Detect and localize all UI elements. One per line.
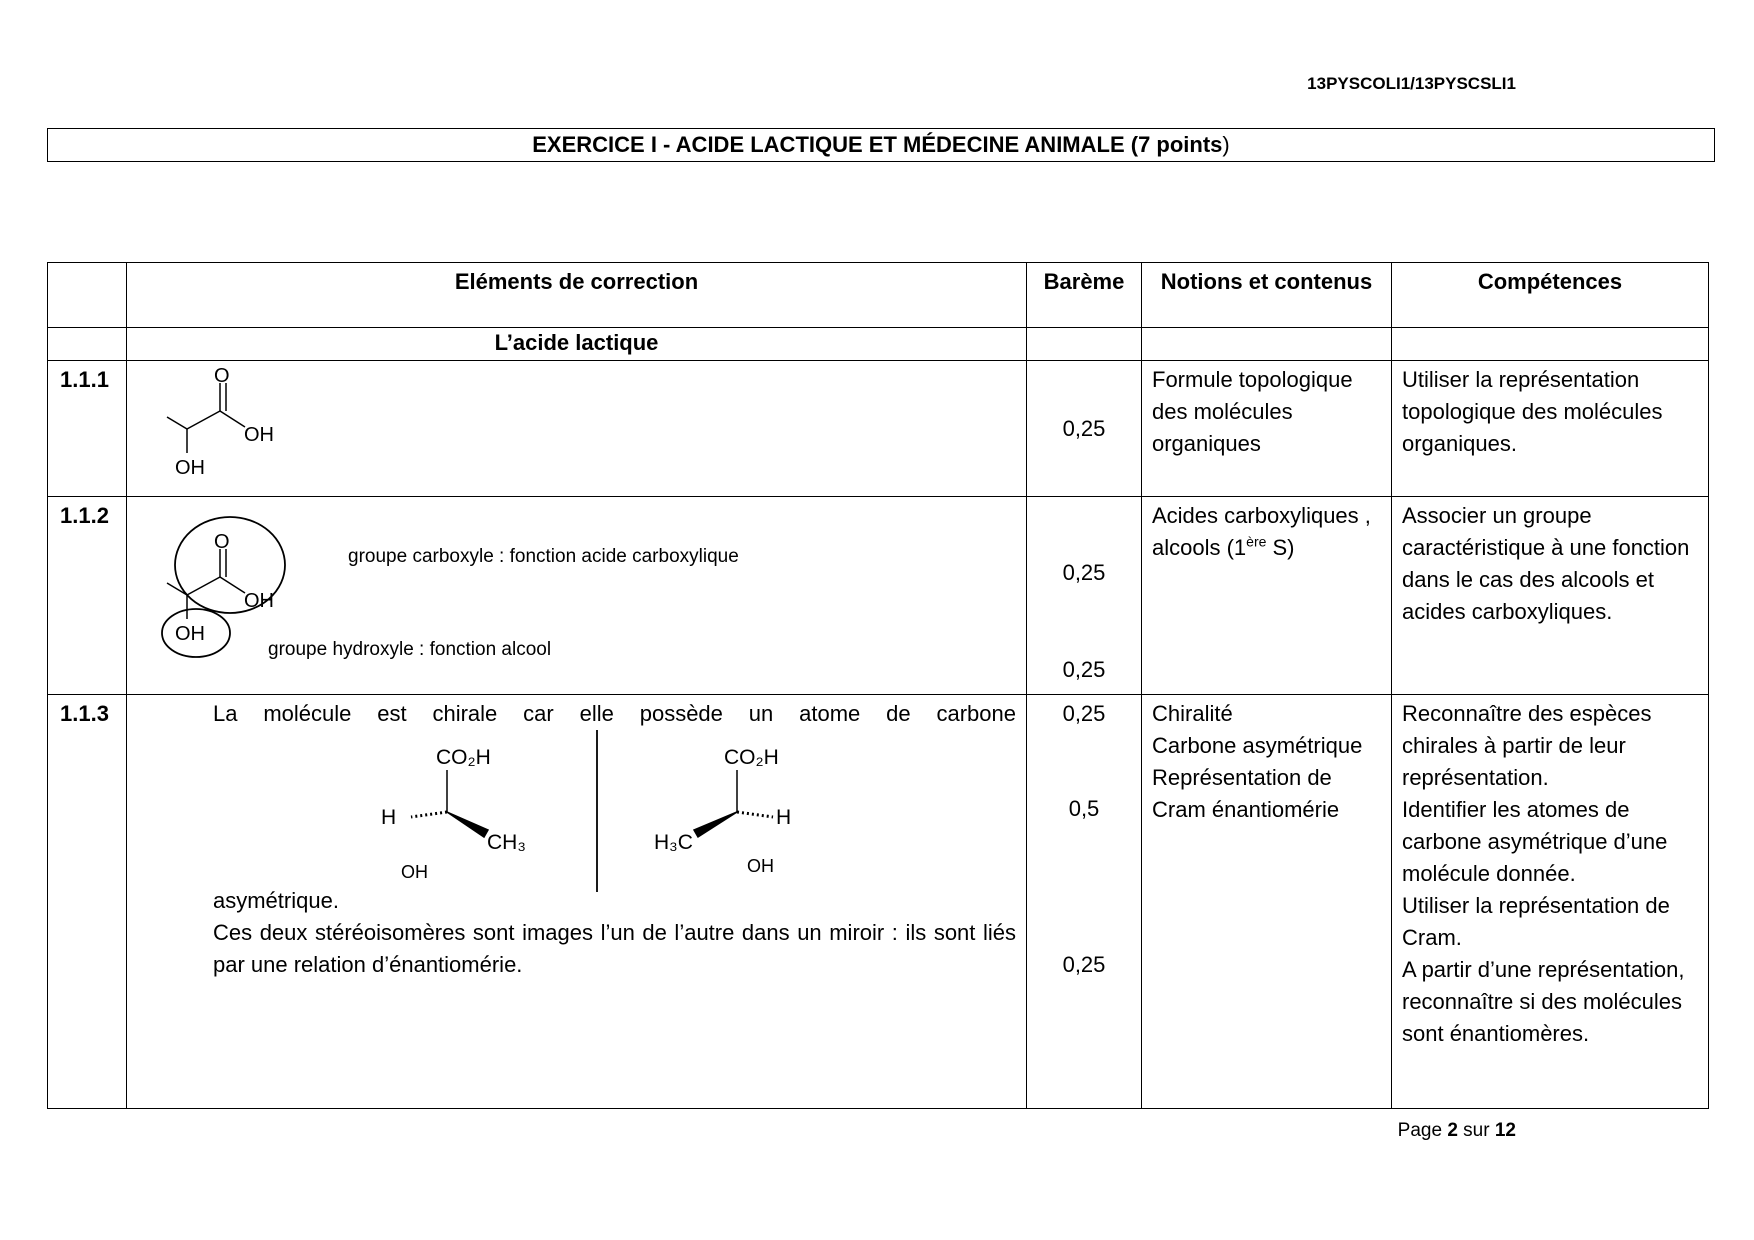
- chirality-text-1: La molécule est chirale car elle possède un atome de carbone: [213, 701, 1016, 726]
- bareme-value: 0,25: [1062, 415, 1106, 441]
- bareme-cell: [1027, 497, 1142, 695]
- row-number: 1.1.2: [48, 497, 127, 695]
- molecule-cell: [127, 361, 1027, 497]
- section-title: L’acide lactique: [127, 328, 1027, 361]
- bareme-value-1: 0,25: [1062, 560, 1106, 585]
- header-elements: Eléments de correction: [127, 263, 1027, 328]
- notions-cell: Chiralité Carbone asymétrique Représentation de Cram énantiomérie: [1142, 695, 1392, 1109]
- table-row: [48, 361, 1709, 497]
- oxygen-label: O: [214, 531, 230, 553]
- cram-enantiomers: [213, 722, 993, 892]
- exercise-title: [47, 128, 1715, 162]
- row-number: 1.1.3: [48, 695, 127, 1109]
- notions-cell: Formule topologique des molécules organiques: [1142, 361, 1392, 497]
- bareme-cell: [1027, 361, 1142, 497]
- competences-cell: Reconnaître des espèces chirales à partir de leur représentation. Identifier les atomes de carbone asymétrique d’une molécule donnée. Utiliser la représentation de Cram. A partir d’une représentation, reconnaître si des molécules sont énantiomères.: [1392, 695, 1709, 1109]
- chirality-cell: [127, 695, 1027, 1109]
- notions-cell: Acides carboxyliques , alcools (1ère S): [1142, 497, 1392, 695]
- header-notions: Notions et contenus: [1142, 263, 1392, 328]
- bareme-value-3: 0,25: [1062, 952, 1106, 977]
- cram-right-co2h: CO₂H: [724, 746, 779, 769]
- cram-right-h3c: H₃C: [654, 831, 693, 854]
- title-points: 7 points: [1138, 132, 1223, 157]
- cram-figure-area: [213, 730, 1016, 890]
- cram-left-h: H: [381, 806, 397, 829]
- table-row: [48, 695, 1709, 1109]
- bareme-value-2: 0,25: [1062, 657, 1106, 682]
- title-text: EXERCICE I - ACIDE LACTIQUE ET MÉDECINE ANIMALE (: [532, 132, 1139, 157]
- correction-table: [47, 262, 1709, 1109]
- acid-oh-label: OH: [244, 590, 274, 612]
- cram-right-h: H: [776, 806, 792, 829]
- carboxyle-label: groupe carboxyle : fonction acide carboxylique: [348, 546, 739, 567]
- header-bareme: Barème: [1027, 263, 1142, 328]
- bareme-cell: [1027, 695, 1142, 1109]
- title-close: ): [1222, 132, 1230, 157]
- table-row: [48, 497, 1709, 695]
- section-row: [48, 328, 1709, 361]
- oxygen-label: O: [214, 365, 230, 387]
- cram-left-oh: OH: [401, 862, 428, 882]
- hydroxyle-label: groupe hydroxyle : fonction alcool: [268, 639, 552, 660]
- bareme-value-1: 0,25: [1062, 701, 1106, 726]
- cram-left-co2h: CO₂H: [436, 746, 491, 769]
- alcohol-oh-label: OH: [175, 623, 205, 645]
- chirality-text-2: asymétrique.: [213, 888, 339, 913]
- document-code: 13PYSCOLI1/13PYSCSLI1: [1307, 74, 1516, 93]
- chirality-text-3: Ces deux stéréoisomères sont images l’un de l’autre dans un miroir : ils sont liés par une relation d’énantiomérie.: [213, 920, 1016, 977]
- alcohol-oh-label: OH: [175, 457, 205, 479]
- row-number: 1.1.1: [48, 361, 127, 497]
- cram-left-ch3: CH₃: [487, 831, 526, 854]
- molecule-cell: [127, 497, 1027, 695]
- header-competences: Compétences: [1392, 263, 1709, 328]
- bareme-value-2: 0,5: [1068, 796, 1100, 821]
- page-footer: Page 2 sur 12: [1397, 1120, 1516, 1141]
- acid-oh-label: OH: [244, 424, 274, 446]
- lactic-acid-skeletal-formula: [157, 361, 357, 491]
- competences-cell: Utiliser la représentation topologique des molécules organiques.: [1392, 361, 1709, 497]
- competences-cell: Associer un groupe caractéristique à une fonction dans le cas des alcools et acides carboxyliques.: [1392, 497, 1709, 695]
- header-num: [48, 263, 127, 328]
- table-header-row: [48, 263, 1709, 328]
- cram-right-oh: OH: [747, 856, 774, 876]
